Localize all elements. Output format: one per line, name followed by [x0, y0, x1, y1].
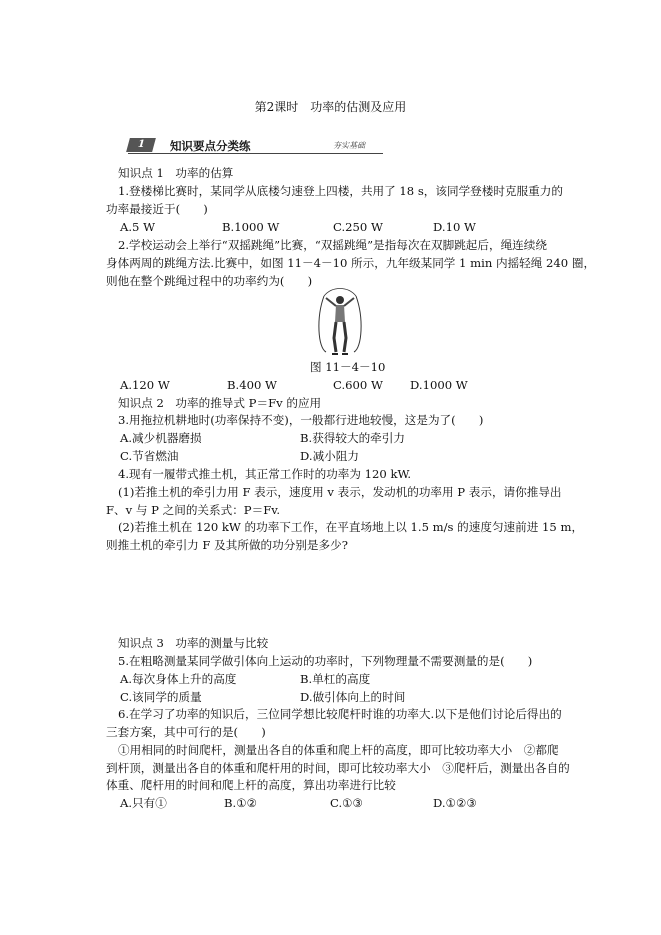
- q5-option-c: C.该同学的质量: [120, 690, 202, 704]
- q3-option-b: B.获得较大的牵引力: [300, 431, 405, 445]
- q1-option-c: C.250 W: [333, 220, 383, 234]
- q1-option-d: D.10 W: [433, 220, 476, 234]
- q4-part1-cont: F、v 与 P 之间的关系式：P＝Fv.: [106, 503, 281, 517]
- q1-option-a: A.5 W: [120, 220, 156, 234]
- q1-text-cont: 功率最接近于( ): [106, 202, 208, 216]
- knowledge-point-2: 知识点 2 功率的推导式 P＝Fv 的应用: [118, 396, 322, 410]
- q1-option-b: B.1000 W: [222, 220, 280, 234]
- q3-option-a: A.减少机器磨损: [120, 431, 202, 445]
- q1-text: 1.登楼梯比赛时，某同学从底楼匀速登上四楼，共用了 18 s，该同学登楼时克服重力的: [118, 184, 563, 198]
- q6-option-c: C.①③: [330, 796, 363, 810]
- q6-option-b: B.①②: [224, 796, 257, 810]
- jump-rope-figure: [312, 288, 368, 358]
- q6-text: 6.在学习了功率的知识后，三位同学想比较爬杆时谁的功率大.以下是他们讨论后得出的: [118, 707, 562, 721]
- section-number-badge: 1: [126, 138, 156, 152]
- q6-option-d: D.①②③: [433, 796, 477, 810]
- q4-part2: (2)若推土机在 120 kW 的功率下工作，在平直场地上以 1.5 m/s 的速度匀速前进 15 m，: [118, 520, 584, 534]
- q3-option-c: C.节省燃油: [120, 449, 179, 463]
- q4-part2-cont: 则推土机的牵引力 F 及其所做的功分别是多少?: [106, 538, 348, 552]
- q5-option-b: B.单杠的高度: [300, 672, 371, 686]
- q5-option-a: A.每次身体上升的高度: [120, 672, 237, 686]
- section-banner: [128, 136, 390, 160]
- q3-text: 3.用拖拉机耕地时(功率保持不变)，一般都行进地较慢，这是为了( ): [118, 413, 484, 427]
- q2-text-cont: 身体两周的跳绳方法.比赛中，如图 11－4－10 所示，九年级某同学 1 min 内摇轻绳 240 圈，: [106, 256, 596, 270]
- q6-plan-text-cont: 到杆顶，测量出各自的体重和爬杆用的时间，即可比较功率大小 ③爬杆后，测量出各自的: [106, 761, 570, 775]
- section-heading: 知识要点分类练: [170, 139, 251, 153]
- q6-plan-text-cont2: 体重、爬杆用的时间和爬上杆的高度，算出功率进行比较: [106, 778, 396, 792]
- q2-option-d: D.1000 W: [410, 378, 468, 392]
- q6-plan-text: ①用相同的时间爬杆，测量出各自的体重和爬上杆的高度，即可比较功率大小 ②都爬: [118, 743, 559, 757]
- lesson-title: 第2课时 功率的估测及应用: [254, 100, 407, 114]
- q6-text-cont: 三套方案，其中可行的是( ): [106, 725, 266, 739]
- q2-text-cont2: 则他在整个跳绳过程中的功率约为( ): [106, 274, 313, 288]
- knowledge-point-1: 知识点 1 功率的估算: [118, 166, 234, 180]
- q2-option-b: B.400 W: [227, 378, 277, 392]
- q6-option-a: A.只有①: [120, 796, 167, 810]
- knowledge-point-3: 知识点 3 功率的测量与比较: [118, 636, 269, 650]
- q5-option-d: D.做引体向上的时间: [300, 690, 406, 704]
- q2-text: 2.学校运动会上举行“双摇跳绳”比赛，“双摇跳绳”是指每次在双脚跳起后，绳连续绕: [118, 238, 547, 252]
- q3-option-d: D.减小阻力: [300, 449, 359, 463]
- q2-option-a: A.120 W: [120, 378, 170, 392]
- q5-text: 5.在粗略测量某同学做引体向上运动的功率时，下列物理量不需要测量的是( ): [118, 654, 533, 668]
- q4-part1: (1)若推土机的牵引力用 F 表示，速度用 v 表示，发动机的功率用 P 表示，请你推导出: [118, 485, 562, 499]
- q4-text: 4.现有一履带式推土机，其正常工作时的功率为 120 kW.: [118, 467, 412, 481]
- figure-caption: 图 11－4－10: [310, 360, 386, 374]
- q2-option-c: C.600 W: [333, 378, 383, 392]
- section-subheading: 夯实基础: [333, 141, 365, 150]
